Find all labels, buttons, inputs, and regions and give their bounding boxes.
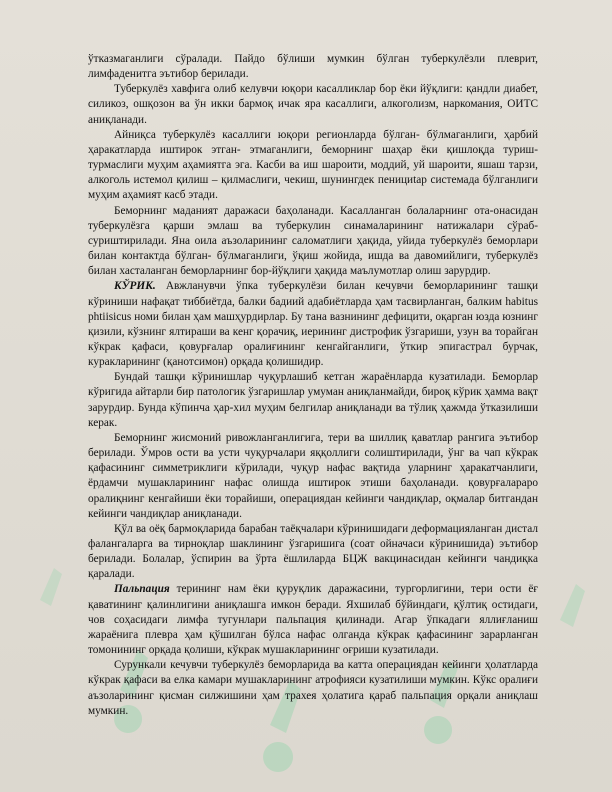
paragraph-text: терининг нам ёки қуруқлик даражасини, тургорлигини, тери ости ёғ қаватининг қалинлигини аниқлашга имкон беради. Яхшилаб бўйиндаги, қўлтиқ остидаги, чов соҳасидаги лимфа тугунлари пальпация қилинади. Агар ўпкадаги яллиғланиш жараёнига плевра ҳам қўшилган бўлса нафас олганда кўкрак қафасининг зарарланган томонининг орқада қолиши, кўкрак мушакларининг оғриши кузатилади. [88, 583, 538, 657]
document-body [88, 52, 538, 719]
watermark-logo-icon [560, 584, 585, 627]
paragraph [88, 582, 538, 658]
paragraph: Туберкулёз хавфига олиб келувчи юқори касалликлар бор ёки йўқлиги: қандли диабет, силикоз, ошқозон ва ўн икки бармоқ ичак яра касаллиги, алкоголизм, наркомания, ОИТС аниқланади. [88, 83, 538, 126]
paragraph: Беморнинг маданият даражаси баҳоланади. Касалланган болаларнинг ота-онасидан туберкулёзга қарши эмлаш ва туберкулин синамаларининг натижалари сўраб- суриштирилади. Яна оила аъзоларининг саломатлиги ҳақида, уйида туберкулёз беморлари билан контактда бўлган- бўлмаганлиги, ўқиш жойида, ишда ва давомийлиги, туберкулёз билан хасталанган беморларнинг бор-йўқлиги ҳақида маълумотлар олиш зарурдир. [88, 204, 538, 278]
paragraph: Бундай ташқи кўринишлар чуқурлашиб кетган жараёнларда кузатилади. Беморлар кўригида айтарли бир патологик ўзгаришлар умуман аниқланмайди, бироқ кўрик ҳамма вақт зарурдир. Бунда кўпинча ҳар-хил муҳим белгилар аниқланади ва тўлиқ ҳажмда ўтказилиши керак. [88, 371, 538, 429]
paragraph [88, 279, 538, 370]
section-keyword: КЎРИК. [114, 280, 156, 293]
paragraph: Беморнинг жисмоний ривожланганлигига, тери ва шиллиқ қаватлар рангига эътибор берилади. Ўмров ости ва усти чуқурчалари яққоллиги солиштирилади, ўнг ва чап кўкрак қафасининг симметриклиги кўрилади, чуқур нафас вақтида уларнинг ҳаракатчанлиги, ёрдамчи мушакларининг нафас олишда иштирок этиши баҳоланади. қовурғалараро оралиқнинг кенгайиши ёки торайиши, операциядан кейинги чандиқлар, оқмалар битгандан кейинги чандиқлар аниқланади. [88, 431, 538, 520]
paragraph: ўтказмаганлиги сўралади. Пайдо бўлиши мумкин бўлган туберкулёзли плеврит, лимфаденитга эътибор берилади. [88, 53, 538, 81]
paragraph-text: Авжланувчи ўпка туберкулёзи билан кечувчи беморларининг ташқи кўриниши нафақат тиббиётда, балки бадиий адабиётларда ҳам тасвирланган, балким habitus phtiisicus номи билан ҳам машҳурдирлар. Бу тана вазнининг дефицити, оқарган юзда юзнинг қизили, кўзнинг ялтираши ва кенг қорачиқ, иерининг дистрофик ўзгариши, узун ва торайган кўкрак қафаси, қовурғалар оралиғининг кенгайганлиги, ўткир эпигастрал бурчак, куракларининг (қанотсимон) орқада қолишидир. [88, 280, 538, 369]
paragraph: Айниқса туберкулёз касаллиги юқори регионларда бўлган- бўлмаганлиги, ҳарбий ҳаракатларда иштирок этган- этмаганлиги, беморнинг шаҳар ёки қишлоқда туриш-турмаслиги муҳим аҳамиятга эга. Касби ва иш шароити, моддий, уй шароити, яшаш тарзи, алкоголь истемол қилиш – қилмаслиги, чекиш, шунингдек пенициtар системада бўлганлиги муҳим аҳамият касб этади. [88, 128, 538, 202]
section-keyword: Пальпация [114, 583, 170, 596]
paragraph: Қўл ва оёқ бармоқларида барабан таёқчалари кўринишидаги деформацияланган дистал фалангаларга ва тирноқлар шаклининг ўзгаришига (соат ойначаси кўринишида) эътибор берилади. Болалар, ўспирин ва ўрта ёшлиларда БЦЖ вакцинасидан кейинги чандиқка қаралади. [88, 522, 538, 581]
paragraph: Сурункали кечувчи туберкулёз беморларида ва катта операциядан кейинги ҳолатларда кўкрак қафаси ва елка камари мушакларининг атрофияси кузатилиши мумкин. Кўкс оралиғи аъзоларининг қисман силжишини ҳам трахея ҳолатига қараб пальпация орқали аниқлаш мумкин. [88, 659, 538, 717]
watermark-logo-icon [40, 568, 62, 606]
